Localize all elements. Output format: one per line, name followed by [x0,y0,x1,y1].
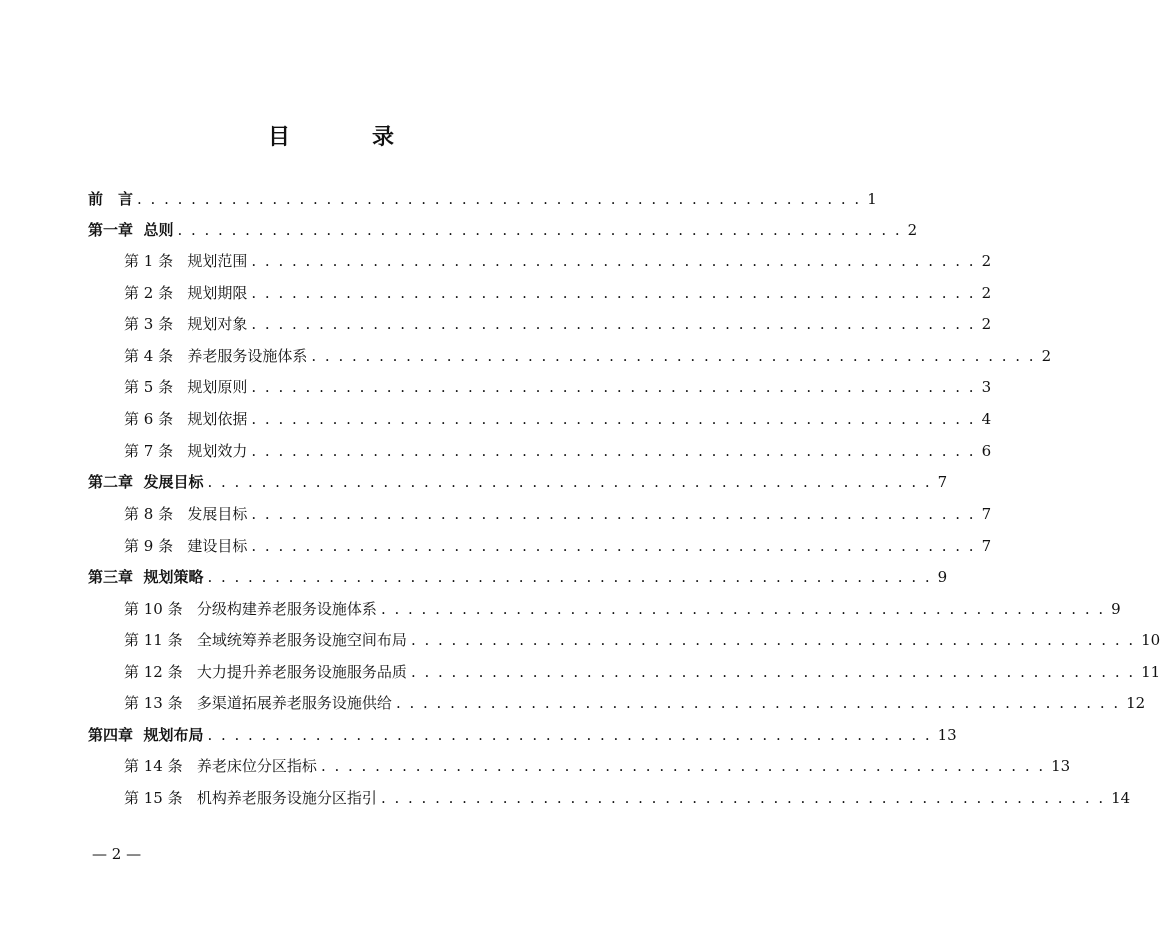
toc-dot-leader: . . . . . . . . . . . . . . . . . . . . . . . . . . . . . . . . . . . . . . . . . . . . . . . . . . . . . . [311,347,1036,365]
toc-entry[interactable] [124,621,1160,651]
toc-page-number: 11 [1141,663,1160,681]
toc-entry-label: 第 3 条 规划对象 [124,315,248,333]
toc-dot-leader: . . . . . . . . . . . . . . . . . . . . . . . . . . . . . . . . . . . . . . . . . . . . . . . . . . . . . . [207,473,932,491]
toc-dot-leader: . . . . . . . . . . . . . . . . . . . . . . . . . . . . . . . . . . . . . . . . . . . . . . . . . . . . . . [320,757,1046,775]
toc-entry[interactable] [124,779,1131,809]
toc-entry[interactable] [124,368,992,398]
toc-dot-leader: . . . . . . . . . . . . . . . . . . . . . . . . . . . . . . . . . . . . . . . . . . . . . . . . . . . . . . [137,190,862,208]
toc-entry[interactable] [124,242,992,272]
toc-dot-leader: . . . . . . . . . . . . . . . . . . . . . . . . . . . . . . . . . . . . . . . . . . . . . . . . . . . . . . [251,378,976,396]
toc-entry-label: 第二章 发展目标 [88,473,204,491]
toc-page-number: 3 [981,378,992,396]
toc-dot-leader: . . . . . . . . . . . . . . . . . . . . . . . . . . . . . . . . . . . . . . . . . . . . . . . . . . . . . . [410,631,1136,649]
toc-entry[interactable] [88,463,948,493]
toc-dot-leader: . . . . . . . . . . . . . . . . . . . . . . . . . . . . . . . . . . . . . . . . . . . . . . . . . . . . . . [177,221,902,239]
toc-entry-label: 第 4 条 养老服务设施体系 [124,347,308,365]
toc-dot-leader: . . . . . . . . . . . . . . . . . . . . . . . . . . . . . . . . . . . . . . . . . . . . . . . . . . . . . . [207,726,932,744]
toc-entry[interactable] [124,527,992,557]
toc-dot-leader: . . . . . . . . . . . . . . . . . . . . . . . . . . . . . . . . . . . . . . . . . . . . . . . . . . . . . . [380,600,1106,618]
toc-entry-label: 第四章 规划布局 [88,726,204,744]
toc-page-number: 10 [1141,631,1160,649]
toc-entry[interactable] [124,590,1121,620]
toc-dot-leader: . . . . . . . . . . . . . . . . . . . . . . . . . . . . . . . . . . . . . . . . . . . . . . . . . . . . . . [251,505,976,523]
toc-entry[interactable] [124,653,1160,683]
toc-page-number: 7 [937,473,948,491]
toc-entry[interactable] [88,558,948,588]
toc-entry-label: 第 14 条 养老床位分区指标 [124,757,317,775]
toc-entry[interactable] [124,495,992,525]
toc-entry-label: 第 10 条 分级构建养老服务设施体系 [124,600,377,618]
toc-dot-leader: . . . . . . . . . . . . . . . . . . . . . . . . . . . . . . . . . . . . . . . . . . . . . . . . . . . . . . [251,284,976,302]
toc-entry-label: 前 言 [88,190,134,208]
toc-page-number: 4 [981,410,992,428]
toc-entry-label: 第 13 条 多渠道拓展养老服务设施供给 [124,694,392,712]
toc-page-number: 9 [937,568,948,586]
toc-dot-leader: . . . . . . . . . . . . . . . . . . . . . . . . . . . . . . . . . . . . . . . . . . . . . . . . . . . . . . [251,410,976,428]
toc-entry-label: 第一章 总则 [88,221,174,239]
toc-entry[interactable] [124,400,992,430]
toc-page-number: 9 [1111,600,1121,618]
toc-page-number: 14 [1111,789,1131,807]
toc-entry-label: 第 5 条 规划原则 [124,378,248,396]
toc-entry-label: 第 2 条 规划期限 [124,284,248,302]
toc-entry[interactable] [124,274,992,304]
toc-entry-label: 第 15 条 机构养老服务设施分区指引 [124,789,377,807]
toc-entry-label: 第 9 条 建设目标 [124,537,248,555]
toc-dot-leader: . . . . . . . . . . . . . . . . . . . . . . . . . . . . . . . . . . . . . . . . . . . . . . . . . . . . . . [395,694,1121,712]
toc-entry[interactable] [88,716,957,746]
toc-page-number: 13 [1051,757,1071,775]
toc-entry-label: 第 6 条 规划依据 [124,410,248,428]
toc-entry[interactable] [124,337,1052,367]
toc-dot-leader: . . . . . . . . . . . . . . . . . . . . . . . . . . . . . . . . . . . . . . . . . . . . . . . . . . . . . . [251,315,976,333]
toc-page-number: 2 [981,315,992,333]
toc-entry-label: 第 11 条 全域统筹养老服务设施空间布局 [124,631,407,649]
toc-entry-label: 第 12 条 大力提升养老服务设施服务品质 [124,663,407,681]
toc-page-number: 13 [937,726,957,744]
toc-dot-leader: . . . . . . . . . . . . . . . . . . . . . . . . . . . . . . . . . . . . . . . . . . . . . . . . . . . . . . [410,663,1136,681]
toc-dot-leader: . . . . . . . . . . . . . . . . . . . . . . . . . . . . . . . . . . . . . . . . . . . . . . . . . . . . . . [251,442,976,460]
toc-entry-label: 第三章 规划策略 [88,568,204,586]
toc-entry[interactable] [88,211,918,241]
toc-dot-leader: . . . . . . . . . . . . . . . . . . . . . . . . . . . . . . . . . . . . . . . . . . . . . . . . . . . . . . [380,789,1106,807]
toc-entry[interactable] [124,684,1146,714]
toc-page-number: 12 [1126,694,1146,712]
toc-page-number: 7 [981,537,992,555]
toc-page-number: 2 [981,252,992,270]
toc-page-number: 2 [1041,347,1052,365]
toc-title: 目 录 [267,124,424,150]
toc-entry[interactable] [124,432,992,462]
toc-page-number: 2 [907,221,918,239]
toc-dot-leader: . . . . . . . . . . . . . . . . . . . . . . . . . . . . . . . . . . . . . . . . . . . . . . . . . . . . . . [251,252,976,270]
toc-entry[interactable] [124,305,992,335]
toc-entry[interactable] [124,747,1071,777]
page-footer-number: — 2 — [92,845,142,863]
toc-entry-label: 第 8 条 发展目标 [124,505,248,523]
toc-page-number: 7 [981,505,992,523]
toc-page-number: 2 [981,284,992,302]
toc-dot-leader: . . . . . . . . . . . . . . . . . . . . . . . . . . . . . . . . . . . . . . . . . . . . . . . . . . . . . . [251,537,976,555]
toc-entry[interactable] [88,180,877,210]
toc-dot-leader: . . . . . . . . . . . . . . . . . . . . . . . . . . . . . . . . . . . . . . . . . . . . . . . . . . . . . . [207,568,932,586]
toc-page-number: 1 [867,190,877,208]
toc-page-number: 6 [981,442,992,460]
toc-entry-label: 第 1 条 规划范围 [124,252,248,270]
toc-entry-label: 第 7 条 规划效力 [124,442,248,460]
